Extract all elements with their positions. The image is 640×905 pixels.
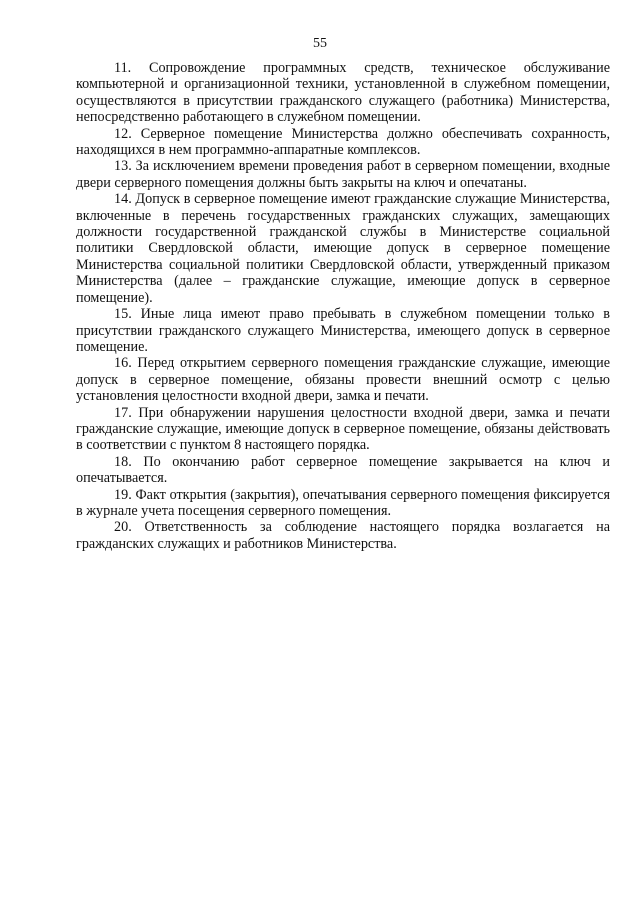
paragraph-19: 19. Факт открытия (закрытия), опечатывания серверного помещения фиксируется в журнале учета посещения серверного помещения. bbox=[76, 486, 610, 519]
paragraph-14: 14. Допуск в серверное помещение имеют гражданские служащие Министерства, включенные в перечень государственных гражданских служащих, замещающих должности государственной гражданской службы в Министерстве социальной политики Свердловской области, имеющие допуск в серверное помещение Министерства социальной политики Свердловской области, утвержденный приказом Министерства (далее – гражданские служащие, имеющие допуск в серверное помещение). bbox=[76, 191, 610, 306]
paragraph-15: 15. Иные лица имеют право пребывать в служебном помещении только в присутствии гражданского служащего Министерства, имеющего допуск в серверное помещение. bbox=[76, 306, 610, 355]
paragraph-17: 17. При обнаружении нарушения целостности входной двери, замка и печати гражданские служащие, имеющие допуск в серверное помещение, обязаны действовать в соответствии с пунктом 8 настоящего порядка. bbox=[76, 404, 610, 454]
paragraph-16: 16. Перед открытием серверного помещения гражданские служащие, имеющие допуск в серверное помещение, обязаны провести внешний осмотр с целью установления целостности входной двери, замка и печати. bbox=[76, 355, 610, 405]
paragraph-11: 11. Сопровождение программных средств, техническое обслуживание компьютерной и организационной техники, установленной в служебном помещении, осуществляются в присутствии гражданского служащего (работника) Министерства, непосредственно работающего в служебном помещении. bbox=[76, 60, 610, 126]
paragraph-12: 12. Серверное помещение Министерства должно обеспечивать сохранность, находящихся в нем программно-аппаратные комплексов. bbox=[76, 125, 610, 159]
paragraph-20: 20. Ответственность за соблюдение настоящего порядка возлагается на гражданских служащих и работников Министерства. bbox=[76, 519, 610, 552]
document-body bbox=[76, 60, 610, 552]
paragraph-13: 13. За исключением времени проведения работ в серверном помещении, входные двери серверного помещения должны быть закрыты на ключ и опечатаны. bbox=[76, 158, 610, 191]
paragraph-18: 18. По окончанию работ серверное помещение закрывается на ключ и опечатывается. bbox=[76, 453, 610, 487]
page-number: 55 bbox=[313, 36, 327, 51]
